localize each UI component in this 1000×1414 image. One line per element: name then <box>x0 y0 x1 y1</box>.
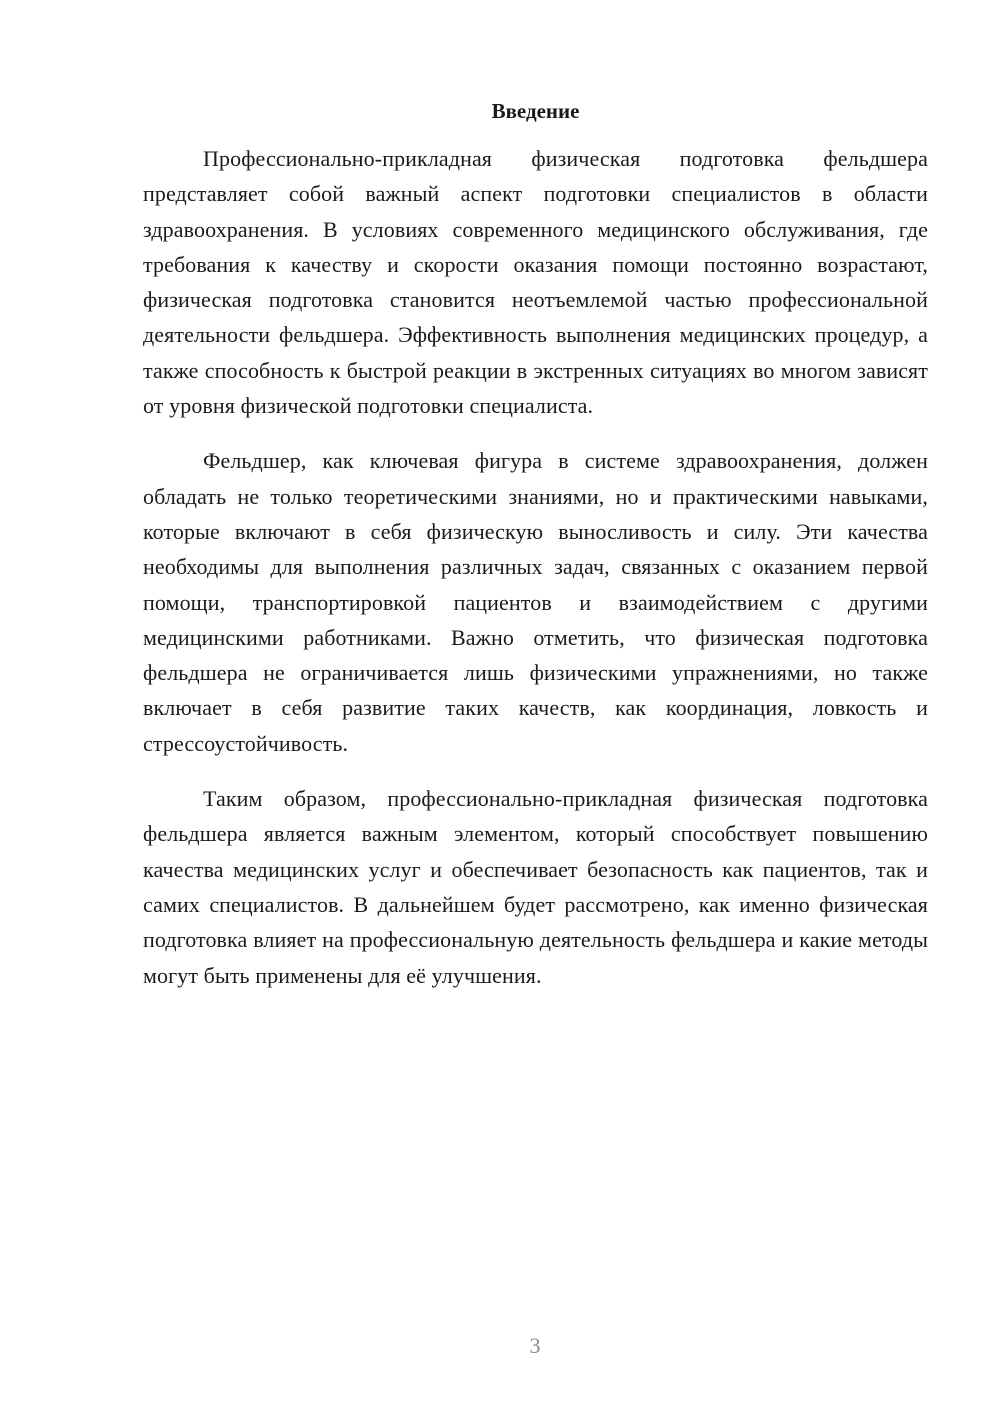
page-number: 3 <box>529 1333 541 1358</box>
paragraph-1: Профессионально-прикладная физическая подготовка фельдшера представляет собой важный аспект подготовки специалистов в области здравоохранения. В условиях современного медицинского обслуживания, где требования к качеству и скорости оказания помощи постоянно возрастают, физическая подготовка становится неотъемлемой частью профессиональной деятельности фельдшера. Эффективность выполнения медицинских процедур, а также способность к быстрой реакции в экстренных ситуациях во многом зависят от уровня физической подготовки специалиста. <box>143 146 928 419</box>
paragraph-2: Фельдшер, как ключевая фигура в системе здравоохранения, должен обладать не только теоретическими знаниями, но и практическими навыками, которые включают в себя физическую выносливость и силу. Эти качества необходимы для выполнения различных задач, связанных с оказанием первой помощи, транспортировкой пациентов и взаимодействием с другими медицинскими работниками. Важно отметить, что физическая подготовка фельдшера не ограничивается лишь физическими упражнениями, но также включает в себя развитие таких качеств, как координация, ловкость и стрессоустойчивость. <box>143 448 928 756</box>
section-heading: Введение <box>491 99 580 123</box>
paragraph-3: Таким образом, профессионально-прикладная физическая подготовка фельдшера является важным элементом, который способствует повышению качества медицинских услуг и обеспечивает безопасность как пациентов, так и самих специалистов. В дальнейшем будет рассмотрено, как именно физическая подготовка влияет на профессиональную деятельность фельдшера и какие методы могут быть применены для её улучшения. <box>143 786 928 988</box>
page-content <box>143 94 928 1013</box>
